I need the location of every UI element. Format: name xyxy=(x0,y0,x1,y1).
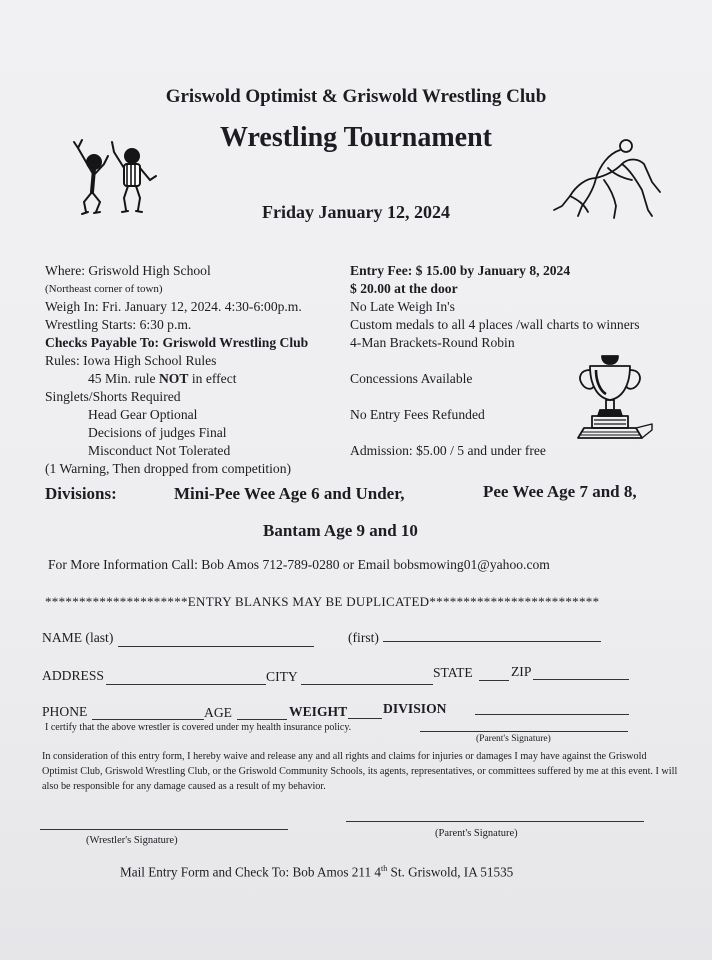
rules-prefix: Rules: xyxy=(45,353,84,368)
zip-field[interactable] xyxy=(533,679,629,680)
address-field[interactable] xyxy=(106,684,266,685)
weight-label: WEIGHT xyxy=(289,704,348,719)
misconduct-line: Misconduct Not Tolerated xyxy=(88,443,231,458)
divisions-label: Divisions: xyxy=(45,484,117,503)
parent-signature-label-1: (Parent's Signature) xyxy=(476,734,551,744)
age-label: AGE xyxy=(204,705,232,720)
division-bantam: Bantam Age 9 and 10 xyxy=(263,521,418,540)
min-rule-a: 45 Min. rule xyxy=(88,371,159,386)
brackets-line: 4-Man Brackets-Round Robin xyxy=(350,335,515,350)
parent-signature-label-2: (Parent's Signature) xyxy=(435,828,518,839)
checks-payable-line: Checks Payable To: Griswold Wrestling Club xyxy=(45,335,309,350)
refund-line: No Entry Fees Refunded xyxy=(350,407,485,422)
weigh-in-line: Weigh In: Fri. January 12, 2024. 4:30-6:00p.m. xyxy=(45,299,302,314)
state-label: STATE xyxy=(433,665,473,680)
page-title: Wrestling Tournament xyxy=(219,122,492,153)
mail-suffix: St. Griswold, IA 51535 xyxy=(387,864,514,880)
organizer-heading: Griswold Optimist & Griswold Wrestling Club xyxy=(165,86,547,107)
division-label: DIVISION xyxy=(383,701,447,716)
where-note: (Northeast corner of town) xyxy=(45,283,163,295)
zip-label: ZIP xyxy=(511,664,532,679)
medals-line: Custom medals to all 4 places /wall charts to winners xyxy=(350,317,640,332)
division-field[interactable] xyxy=(475,714,629,715)
mail-ordinal: th xyxy=(381,864,388,873)
insurance-certification: I certify that the above wrestler is covered under my health insurance policy. xyxy=(45,722,352,733)
age-field[interactable] xyxy=(237,719,287,720)
city-label: CITY xyxy=(266,669,298,684)
entry-blank-banner: *********************ENTRY BLANKS MAY BE DUPLICATED************************* xyxy=(45,594,600,609)
rules-line xyxy=(45,352,308,370)
mail-instructions xyxy=(120,864,513,880)
event-date: Friday January 12, 2024 xyxy=(261,202,450,222)
min-rule-not: NOT xyxy=(158,371,189,386)
wrestlers-clipart-icon xyxy=(548,132,668,224)
mail-prefix: Mail Entry Form and Check To: Bob Amos 211 4 xyxy=(120,864,381,880)
details-left-column xyxy=(45,262,308,478)
rules-value: Iowa High School Rules xyxy=(83,353,217,368)
weight-field[interactable] xyxy=(348,718,382,719)
warning-line: (1 Warning, Then dropped from competition) xyxy=(45,461,292,476)
min-rule-line xyxy=(45,370,308,388)
wrestler-signature-label: (Wrestler's Signature) xyxy=(86,835,178,846)
wrestler-signature-line[interactable] xyxy=(40,829,288,830)
admission-line: Admission: $5.00 / 5 and under free xyxy=(350,443,546,458)
entry-fee-line: Entry Fee: $ 15.00 by January 8, 2024 xyxy=(350,263,571,278)
start-time-line: Wrestling Starts: 6:30 p.m. xyxy=(45,317,192,332)
parent-signature-line-1[interactable] xyxy=(420,731,628,732)
waiver-text: In consideration of this entry form, I hereby waive and release any and all rights and claims for injuries or damages I may have against the Griswold Optimist Club, Griswold Wrestling Club, or the Griswold Community Schools, its agents, representatives, or committees suffered by me at this event. I will also be responsible for any damage caused as a result of my behavior. xyxy=(42,751,678,792)
address-label: ADDRESS xyxy=(42,668,104,683)
where-line: Where: Griswold High School xyxy=(45,263,211,278)
head-gear-line: Head Gear Optional xyxy=(88,407,198,422)
name-last-label: NAME (last) xyxy=(42,630,114,645)
phone-label: PHONE xyxy=(42,704,88,719)
decisions-line: Decisions of judges Final xyxy=(88,425,227,440)
trophy-icon xyxy=(572,352,656,444)
division-mini-pee-wee: Mini-Pee Wee Age 6 and Under, xyxy=(174,484,405,503)
singlets-line: Singlets/Shorts Required xyxy=(45,389,181,404)
contact-info: For More Information Call: Bob Amos 712-789-0280 or Email bobsmowing01@yahoo.com xyxy=(48,557,550,572)
min-rule-b: in effect xyxy=(188,371,237,386)
concessions-line: Concessions Available xyxy=(350,371,473,386)
referee-and-wrestler-clipart-icon xyxy=(70,134,162,220)
division-pee-wee: Pee Wee Age 7 and 8, xyxy=(483,482,637,501)
state-field[interactable] xyxy=(479,680,509,681)
late-weigh-in-line: No Late Weigh In's xyxy=(350,299,455,314)
city-field[interactable] xyxy=(301,684,433,685)
door-fee-line: $ 20.00 at the door xyxy=(350,281,458,296)
name-last-field[interactable] xyxy=(118,646,314,647)
parent-signature-line-2[interactable] xyxy=(346,821,644,822)
name-first-field[interactable] xyxy=(383,641,601,642)
phone-field[interactable] xyxy=(92,719,204,720)
name-first-label: (first) xyxy=(348,630,379,645)
